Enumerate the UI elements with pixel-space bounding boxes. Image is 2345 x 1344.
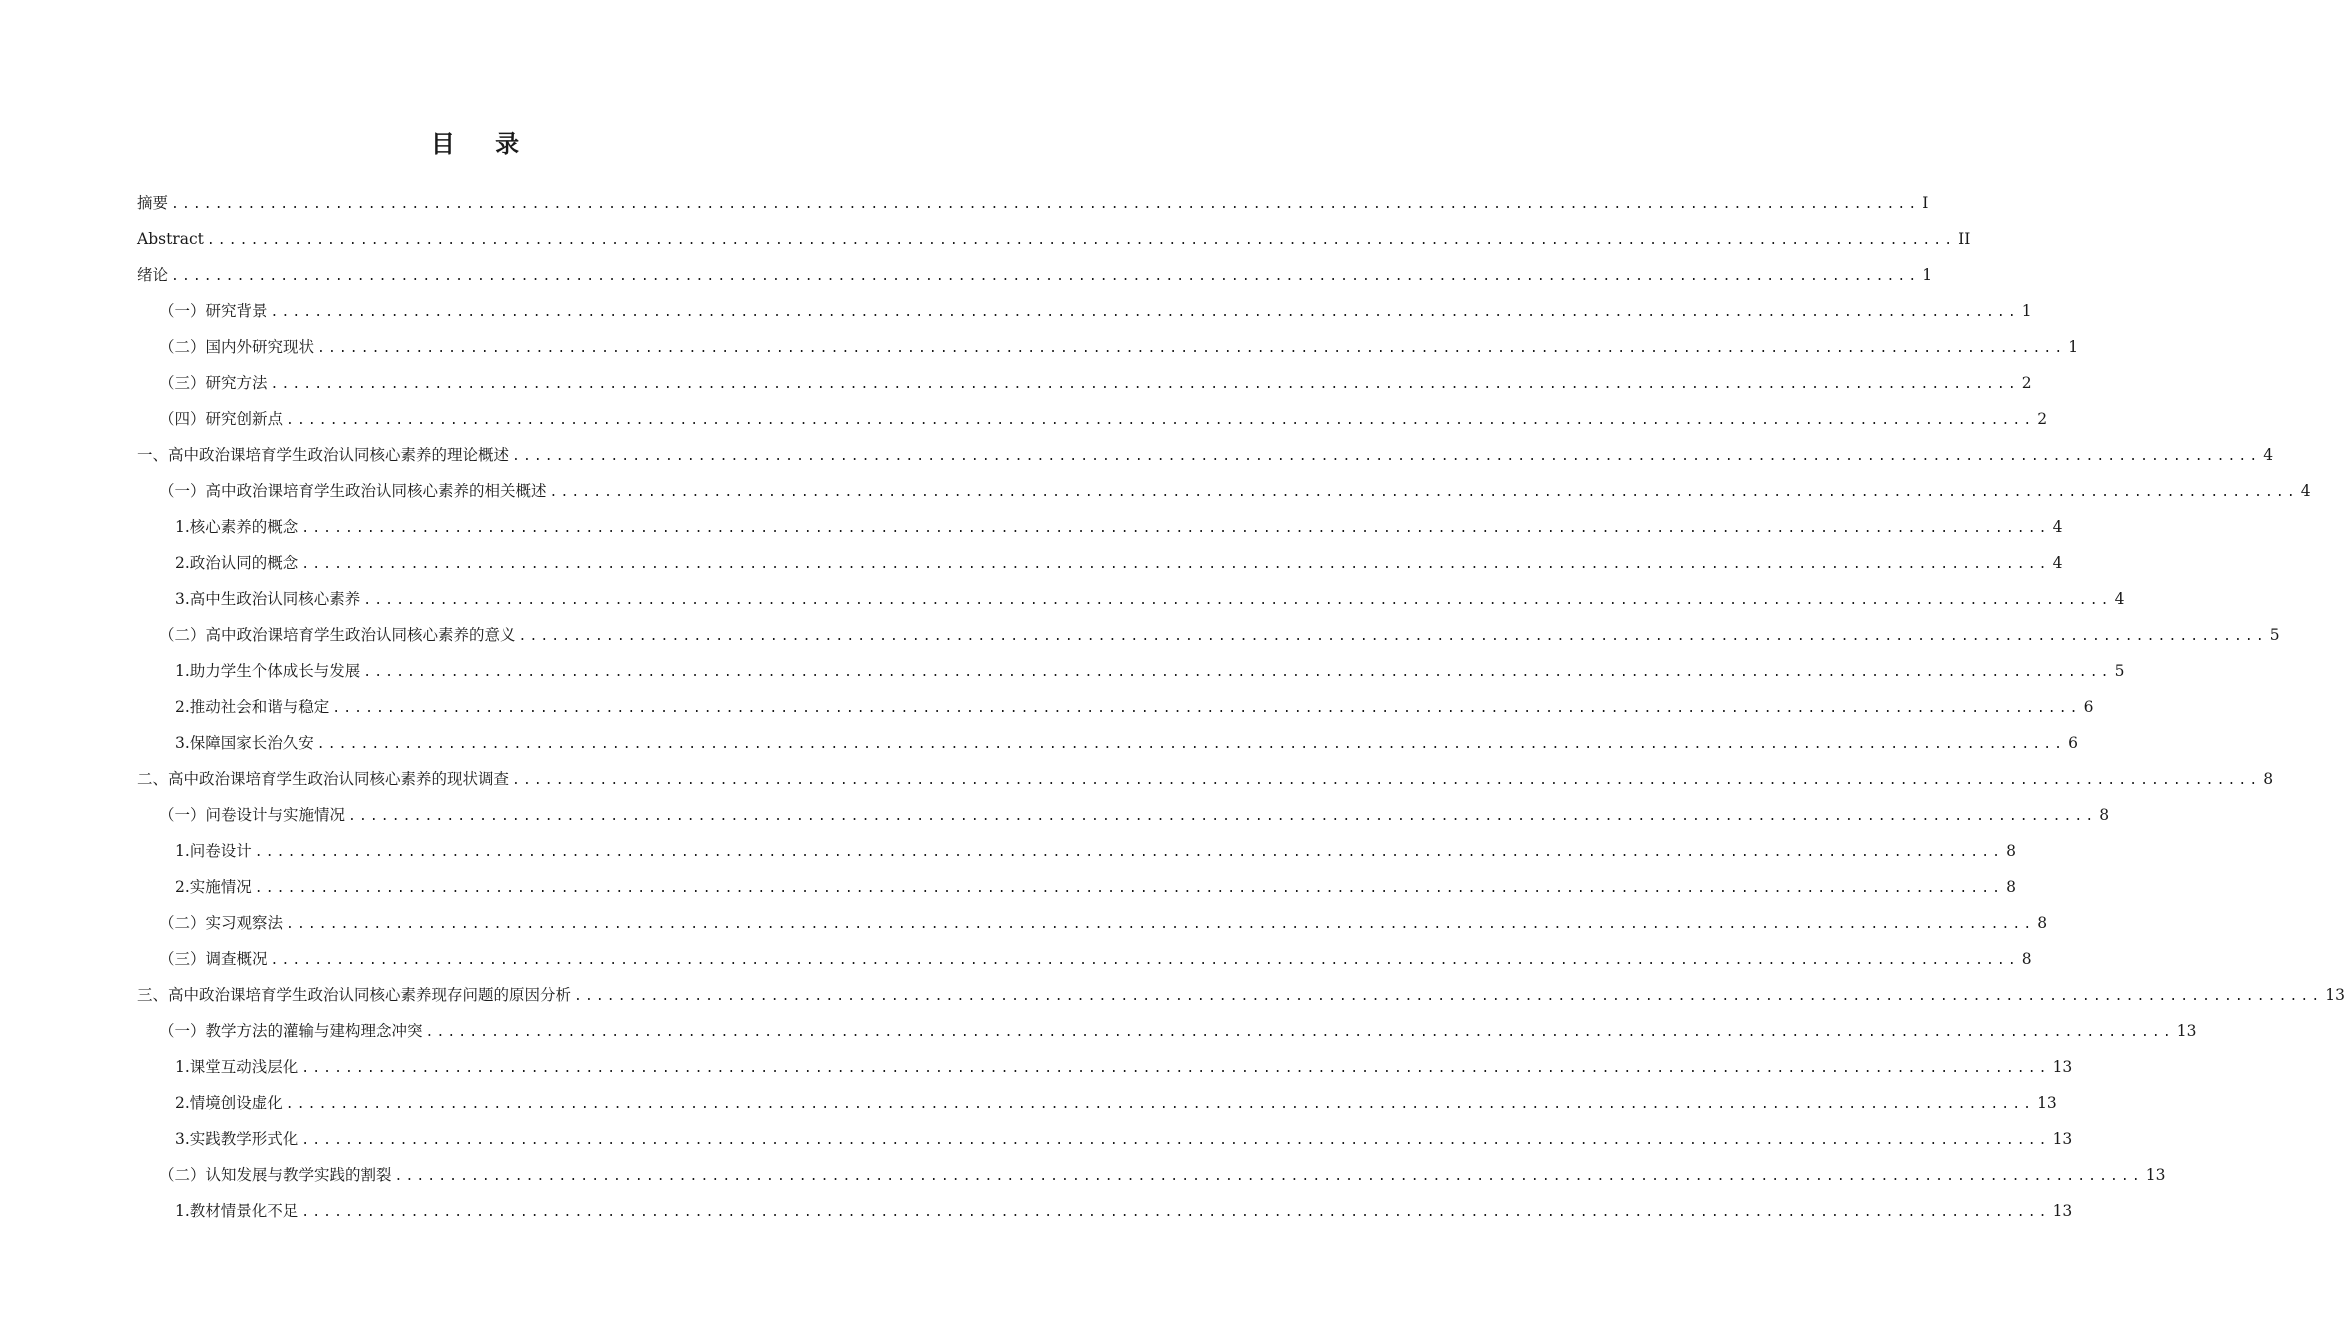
toc-entry-label: （三）调查概况: [159, 950, 268, 969]
toc-entry-page-number: 4: [2300, 482, 2311, 501]
toc-dot-leader: ................................................................................................................................................................: [348, 808, 2097, 824]
toc-entry-page-number: 13: [2145, 1166, 2166, 1185]
toc-entry[interactable]: [137, 798, 2110, 834]
toc-dot-leader: ................................................................................................................................................................: [316, 736, 2066, 752]
toc-entry-label: 三、高中政治课培育学生政治认同核心素养现存问题的原因分析: [137, 986, 572, 1005]
toc-entry[interactable]: [137, 582, 2125, 618]
toc-entry-label: 3.实践教学形式化: [175, 1130, 299, 1149]
toc-entry[interactable]: [137, 474, 2311, 510]
toc-entry-page-number: 13: [2325, 986, 2345, 1005]
toc-dot-leader: ................................................................................................................................................................: [363, 592, 2112, 608]
toc-entry-page-number: 5: [2114, 662, 2125, 681]
toc-dot-leader: ................................................................................................................................................................: [425, 1024, 2174, 1040]
toc-entry-label: 3.高中生政治认同核心素养: [175, 590, 361, 609]
toc-dot-leader: ................................................................................................................................................................: [286, 412, 2035, 428]
toc-entry[interactable]: [137, 978, 2345, 1014]
toc-entry-page-number: 6: [2068, 734, 2078, 753]
toc-dot-leader: ................................................................................................................................................................: [512, 448, 2261, 464]
toc-dot-leader: ................................................................................................................................................................: [285, 1096, 2035, 1112]
toc-entry[interactable]: [137, 1194, 2073, 1230]
toc-dot-leader: ................................................................................................................................................................: [270, 376, 2019, 392]
toc-entry-label: （一）高中政治课培育学生政治认同核心素养的相关概述: [159, 482, 547, 501]
toc-entry-page-number: 13: [2052, 1058, 2073, 1077]
toc-entry-page-number: 8: [2006, 878, 2016, 897]
toc-entry-label: 1.助力学生个体成长与发展: [175, 662, 361, 681]
toc-entry-page-number: 8: [2263, 770, 2274, 789]
toc-entry-page-number: 13: [2176, 1022, 2197, 1041]
toc-dot-leader: ................................................................................................................................................................: [270, 304, 2019, 320]
toc-entry-page-number: 2: [2037, 410, 2048, 429]
toc-entry-page-number: 4: [2052, 554, 2063, 573]
toc-dot-leader: ................................................................................................................................................................: [270, 952, 2019, 968]
toc-entry-label: 1.核心素养的概念: [175, 518, 299, 537]
toc-entry-label: 1.教材情景化不足: [175, 1202, 299, 1221]
toc-entry-page-number: 8: [2099, 806, 2110, 825]
toc-dot-leader: ................................................................................................................................................................: [363, 664, 2112, 680]
toc-dot-leader: ................................................................................................................................................................: [254, 880, 2004, 896]
toc-dot-leader: ................................................................................................................................................................: [301, 1060, 2050, 1076]
toc-dot-leader: ................................................................................................................................................................: [171, 268, 1920, 284]
toc-dot-leader: ................................................................................................................................................................: [301, 1132, 2050, 1148]
toc-entry-page-number: 4: [2263, 446, 2274, 465]
toc-entry-label: 二、高中政治课培育学生政治认同核心素养的现状调查: [137, 770, 510, 789]
toc-entry-label: （一）教学方法的灌输与建构理念冲突: [159, 1022, 423, 1041]
toc-entry-page-number: 8: [2037, 914, 2048, 933]
toc-entry-label: 2.政治认同的概念: [175, 554, 299, 573]
toc-entry[interactable]: [137, 1086, 2057, 1122]
toc-entry-label: （二）国内外研究现状: [159, 338, 315, 357]
toc-entry-label: 3.保障国家长治久安: [175, 734, 314, 753]
toc-entry-label: 1.问卷设计: [175, 842, 252, 861]
toc-entry[interactable]: [137, 1014, 2197, 1050]
toc-entry-label: （一）问卷设计与实施情况: [159, 806, 346, 825]
toc-entry-page-number: 13: [2052, 1130, 2073, 1149]
toc-entry[interactable]: [137, 1122, 2073, 1158]
toc-entry[interactable]: [137, 618, 2280, 654]
toc-entry-label: 摘要: [137, 194, 169, 213]
toc-entry-page-number: 2: [2021, 374, 2032, 393]
toc-dot-leader: ................................................................................................................................................................: [301, 520, 2050, 536]
toc-dot-leader: ................................................................................................................................................................: [171, 196, 1920, 212]
toc-entry-label: Abstract: [137, 230, 204, 249]
toc-entry[interactable]: [137, 402, 2048, 438]
toc-entry[interactable]: [137, 726, 2078, 762]
toc-entry[interactable]: [137, 1050, 2073, 1086]
toc-dot-leader: ................................................................................................................................................................: [301, 556, 2050, 572]
toc-entry[interactable]: [137, 690, 2094, 726]
toc-entry[interactable]: [137, 870, 2016, 906]
toc-dot-leader: ................................................................................................................................................................: [549, 484, 2298, 500]
toc-dot-leader: ................................................................................................................................................................: [301, 1204, 2050, 1220]
toc-entry[interactable]: [137, 366, 2032, 402]
toc-entry[interactable]: [137, 834, 2016, 870]
toc-entry[interactable]: [137, 942, 2032, 978]
toc-entry-label: 一、高中政治课培育学生政治认同核心素养的理论概述: [137, 446, 510, 465]
toc-entry-label: （二）高中政治课培育学生政治认同核心素养的意义: [159, 626, 516, 645]
toc-dot-leader: ................................................................................................................................................................: [512, 772, 2261, 788]
toc-entry-label: 1.课堂互动浅层化: [175, 1058, 299, 1077]
toc-entry-label: 2.实施情况: [175, 878, 252, 897]
toc-entry-label: （四）研究创新点: [159, 410, 284, 429]
toc-entry[interactable]: [137, 294, 2032, 330]
toc-dot-leader: ................................................................................................................................................................: [518, 628, 2267, 644]
toc-entry[interactable]: [137, 546, 2063, 582]
toc-entry[interactable]: [137, 186, 1929, 222]
toc-entry-page-number: 1: [1922, 266, 1933, 285]
toc-entry[interactable]: [137, 258, 1933, 294]
toc-entry-page-number: 1: [2021, 302, 2032, 321]
page-title: 目 录: [430, 130, 536, 158]
toc-entry-label: 绪论: [137, 266, 169, 285]
toc-entry-page-number: 5: [2269, 626, 2280, 645]
toc-dot-leader: ................................................................................................................................................................: [206, 232, 1956, 248]
toc-entry[interactable]: [137, 1158, 2166, 1194]
toc-dot-leader: ................................................................................................................................................................: [286, 916, 2035, 932]
toc-entry-page-number: II: [1958, 230, 1971, 249]
toc-entry-page-number: 13: [2052, 1202, 2073, 1221]
toc-entry[interactable]: [137, 906, 2048, 942]
toc-entry[interactable]: [137, 222, 1971, 258]
toc-entry-label: 2.情境创设虚化: [175, 1094, 283, 1113]
toc-entry-page-number: I: [1922, 194, 1929, 213]
toc-dot-leader: ................................................................................................................................................................: [254, 844, 2004, 860]
toc-dot-leader: ................................................................................................................................................................: [317, 340, 2066, 356]
toc-entry-page-number: 8: [2006, 842, 2016, 861]
toc-entry-label: 2.推动社会和谐与稳定: [175, 698, 330, 717]
toc-entry-label: （二）实习观察法: [159, 914, 284, 933]
toc-entry-label: （二）认知发展与教学实践的割裂: [159, 1166, 392, 1185]
toc-entry-page-number: 13: [2037, 1094, 2057, 1113]
toc-entry[interactable]: [137, 762, 2274, 798]
toc-entry-label: （一）研究背景: [159, 302, 268, 321]
toc-entry-label: （三）研究方法: [159, 374, 268, 393]
toc-entry-page-number: 1: [2068, 338, 2079, 357]
toc-entry[interactable]: [137, 654, 2125, 690]
toc-entry[interactable]: [137, 330, 2079, 366]
toc-dot-leader: ................................................................................................................................................................: [574, 988, 2323, 1004]
toc-dot-leader: ................................................................................................................................................................: [332, 700, 2081, 716]
toc-entry-page-number: 6: [2083, 698, 2094, 717]
toc-entry-page-number: 4: [2052, 518, 2063, 537]
toc-entry-page-number: 8: [2021, 950, 2032, 969]
toc-entry-page-number: 4: [2114, 590, 2125, 609]
table-of-contents: [137, 186, 2345, 1230]
toc-entry[interactable]: [137, 438, 2274, 474]
toc-dot-leader: ................................................................................................................................................................: [394, 1168, 2143, 1184]
toc-entry[interactable]: [137, 510, 2063, 546]
